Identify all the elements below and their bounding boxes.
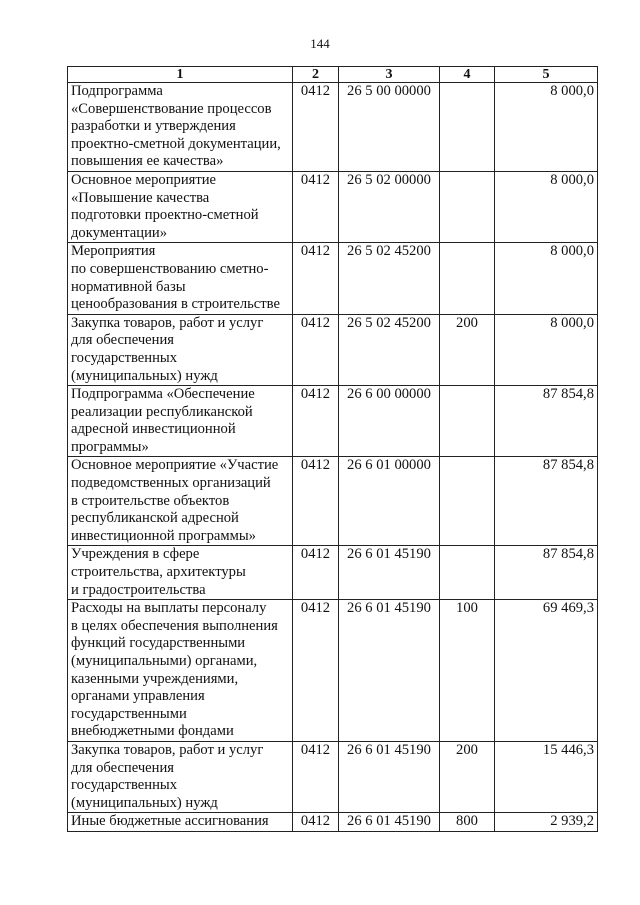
row-type <box>440 243 495 314</box>
row-name: Закупка товаров, работ и услуг для обеспечения государственных (муниципальных) нужд <box>68 314 293 385</box>
row-type <box>440 457 495 546</box>
row-amount: 2 939,2 <box>495 813 598 832</box>
row-target: 26 5 02 45200 <box>339 314 440 385</box>
row-target: 26 5 02 45200 <box>339 243 440 314</box>
row-section: 0412 <box>293 741 339 812</box>
row-section: 0412 <box>293 83 339 172</box>
row-type: 200 <box>440 314 495 385</box>
row-name: Мероприятия по совершенствованию сметно- нормативной базы ценообразования в строительстве <box>68 243 293 314</box>
table-row <box>68 83 598 172</box>
row-target: 26 6 01 45190 <box>339 741 440 812</box>
row-name: Учреждения в сфере строительства, архитектуры и градостроительства <box>68 546 293 600</box>
table-row <box>68 314 598 385</box>
header-col-5: 5 <box>495 67 598 83</box>
row-section: 0412 <box>293 813 339 832</box>
row-name: Иные бюджетные ассигнования <box>68 813 293 832</box>
budget-table <box>67 66 598 832</box>
row-section: 0412 <box>293 546 339 600</box>
row-target: 26 6 01 00000 <box>339 457 440 546</box>
header-col-4: 4 <box>440 67 495 83</box>
row-target: 26 5 00 00000 <box>339 83 440 172</box>
table-row <box>68 546 598 600</box>
row-amount: 8 000,0 <box>495 83 598 172</box>
row-section: 0412 <box>293 386 339 457</box>
row-name: Подпрограмма «Обеспечение реализации республиканской адресной инвестиционной программы» <box>68 386 293 457</box>
table-row <box>68 600 598 742</box>
row-amount: 87 854,8 <box>495 386 598 457</box>
row-section: 0412 <box>293 314 339 385</box>
row-name: Подпрограмма «Совершенствование процессов разработки и утверждения проектно-сметной документации, повышения ее качества» <box>68 83 293 172</box>
row-section: 0412 <box>293 457 339 546</box>
table-row <box>68 813 598 832</box>
row-name: Основное мероприятие «Участие подведомственных организаций в строительстве объектов республиканской адресной инвестиционной программы» <box>68 457 293 546</box>
table-row <box>68 386 598 457</box>
row-amount: 8 000,0 <box>495 243 598 314</box>
page-number: 144 <box>310 36 330 51</box>
header-col-2: 2 <box>293 67 339 83</box>
table-header-row <box>68 67 598 83</box>
row-type <box>440 386 495 457</box>
row-name: Закупка товаров, работ и услуг для обеспечения государственных (муниципальных) нужд <box>68 741 293 812</box>
row-type: 200 <box>440 741 495 812</box>
row-type <box>440 83 495 172</box>
row-target: 26 6 01 45190 <box>339 600 440 742</box>
table-row <box>68 243 598 314</box>
row-section: 0412 <box>293 243 339 314</box>
row-amount: 15 446,3 <box>495 741 598 812</box>
row-section: 0412 <box>293 600 339 742</box>
row-name: Расходы на выплаты персоналу в целях обеспечения выполнения функций государственными (муниципальными) органами, казенными учреждениями, органами управления государственными внебюджетными фондами <box>68 600 293 742</box>
row-target: 26 5 02 00000 <box>339 171 440 242</box>
row-type <box>440 171 495 242</box>
header-col-3: 3 <box>339 67 440 83</box>
row-type: 800 <box>440 813 495 832</box>
row-target: 26 6 00 00000 <box>339 386 440 457</box>
row-amount: 8 000,0 <box>495 314 598 385</box>
row-target: 26 6 01 45190 <box>339 546 440 600</box>
row-type <box>440 546 495 600</box>
row-type: 100 <box>440 600 495 742</box>
row-amount: 87 854,8 <box>495 546 598 600</box>
row-target: 26 6 01 45190 <box>339 813 440 832</box>
table-row <box>68 457 598 546</box>
table-row <box>68 741 598 812</box>
header-col-1: 1 <box>68 67 293 83</box>
row-name: Основное мероприятие «Повышение качества подготовки проектно-сметной документации» <box>68 171 293 242</box>
table-row <box>68 171 598 242</box>
row-amount: 8 000,0 <box>495 171 598 242</box>
row-section: 0412 <box>293 171 339 242</box>
row-amount: 69 469,3 <box>495 600 598 742</box>
row-amount: 87 854,8 <box>495 457 598 546</box>
